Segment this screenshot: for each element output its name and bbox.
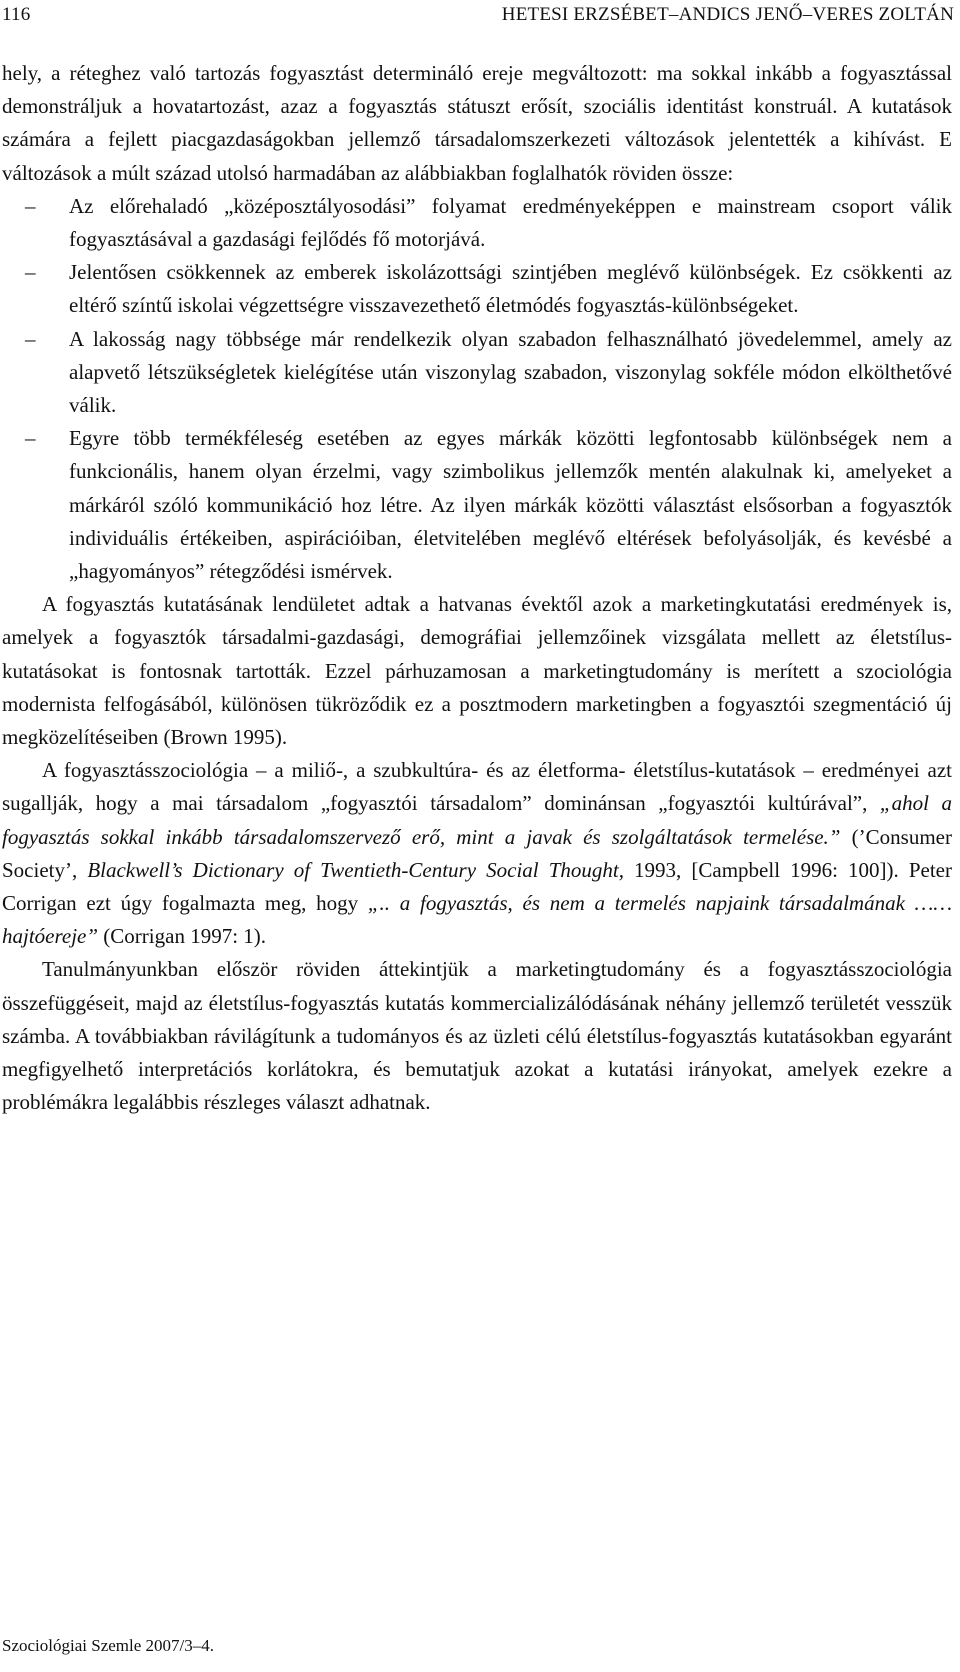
p3-quote-corrigan: „.. a fogyasztás, és nem a termelés napjaink társadalmának ……hajtóereje” bbox=[2, 891, 952, 949]
page-number: 116 bbox=[2, 4, 31, 25]
list-dash: – bbox=[25, 326, 36, 351]
p3-text-c: (’Consumer Society’, bbox=[2, 824, 952, 882]
p3-text-g: (Corrigan 1997: 1). bbox=[98, 924, 267, 949]
list-item-text: Az előrehaladó „középosztályosodási” folyamat eredményeképpen e mainstream csoport válik fogyasztásával a gazdasági fejlődés fő motorjává. bbox=[69, 193, 952, 252]
list-item bbox=[2, 190, 952, 256]
p3-dictionary-title: Blackwell’s Dictionary of Twentieth-Century Social Thought, bbox=[87, 857, 624, 882]
list-item-text: Egyre több termékféleség esetében az egyes márkák közötti legfontosabb különbségek nem a funkcionális, hanem olyan érzelmi, vagy szimbolikus jellemzők mentén alakulnak ki, amelyeket a márkáról szóló kommunikáció hoz létre. Az ilyen márkák közötti választást elsősorban a fogyasztók individuális értékeiben, aspirációiban, életvitelében meglévő eltérések befolyásolják, és kevésbé a „hagyományos” rétegződési ismérvek. bbox=[69, 426, 952, 584]
page-header bbox=[2, 4, 954, 34]
p3-text-a: A fogyasztásszociológia – a miliő-, a szubkultúra- és az életforma- életstílus-kutatások – eredményei azt sugallják, hogy a mai társadalom „fogyasztói társadalom” dominánsan „fogyasztói kultúrával”, bbox=[2, 758, 952, 816]
list-item-text: Jelentősen csökkennek az emberek iskolázottsági szintjében meglévő különbségek. Ez csökkenti az eltérő színtű iskolai végzettségre visszavezethető életmódés fogyasztás-különbségeket. bbox=[69, 260, 952, 318]
change-list bbox=[2, 190, 952, 588]
list-dash: – bbox=[25, 260, 36, 285]
p3-quote-definition: „ahol a fogyasztás sokkal inkább társadalomszervező erő, mint a javak és szolgáltatások termelése.” bbox=[2, 791, 953, 849]
paragraph-2: A fogyasztás kutatásának lendületet adtak a hatvanas évektől azok a marketingkutatási eredmények is, amelyek a fogyasztók társadalmi-gazdasági, demográfiai jellemzőinek vizsgálata mellett az életstílus-kutatásokat is fontosnak tartották. Ezzel párhuzamosan a marketingtudomány is merített a szociológia modernista felfogásából, különösen tükröződik ez a posztmodern marketingben a fogyasztói szegmentáció új megközelítéseiben (Brown 1995). bbox=[2, 592, 952, 750]
p3-text-e: 1993, [Campbell 1996: 100]). Peter Corrigan ezt úgy fogalmazta meg, hogy bbox=[2, 857, 952, 916]
list-dash: – bbox=[25, 426, 36, 451]
paragraph-3 bbox=[2, 754, 952, 953]
article-body bbox=[2, 57, 952, 1120]
list-item bbox=[2, 422, 952, 588]
paragraph-4: Tanulmányunkban először röviden áttekintjük a marketingtudomány és a fogyasztásszociológia összefüggéseit, majd az életstílus-fogyasztás kutatás kommercializálódásának néhány jellemző területét vesszük számba. A továbbiakban rávilágítunk a tudományos és az üzleti célú életstílus-fogyasztás kutatásokban egyaránt megfigyelhető interpretációs korlátokra, és bemutatjuk azokat a kutatási irányokat, amelyek ezekre a problémákra legalábbis részleges választ adhatnak. bbox=[2, 957, 952, 1115]
running-title: HETESI ERZSÉBET–ANDICS JENŐ–VERES ZOLTÁN bbox=[501, 4, 954, 25]
list-item-text: A lakosság nagy többsége már rendelkezik olyan szabadon felhasználható jövedelemmel, amely az alapvető létszükségletek kielégítése után viszonylag szabadon, viszonylag sokféle módon elkölthetővé válik. bbox=[69, 326, 952, 418]
paragraph-1: hely, a réteghez való tartozás fogyasztást determináló ereje megváltozott: ma sokkal inkább a fogyasztással demonstráljuk a hovatartozást, azaz a fogyasztás státuszt erősít, szociális identitást konstruál. A kutatások számára a fejlett piacgazdaságokban jellemző társadalomszerkezeti változások jelentették a kihívást. E változások a múlt század utolsó harmadában az alábbiakban foglalhatók röviden össze: bbox=[2, 61, 952, 185]
page-footer: Szociológiai Szemle 2007/3–4. bbox=[2, 1636, 214, 1655]
list-dash: – bbox=[25, 193, 36, 218]
list-item bbox=[2, 323, 952, 423]
list-item bbox=[2, 256, 952, 322]
